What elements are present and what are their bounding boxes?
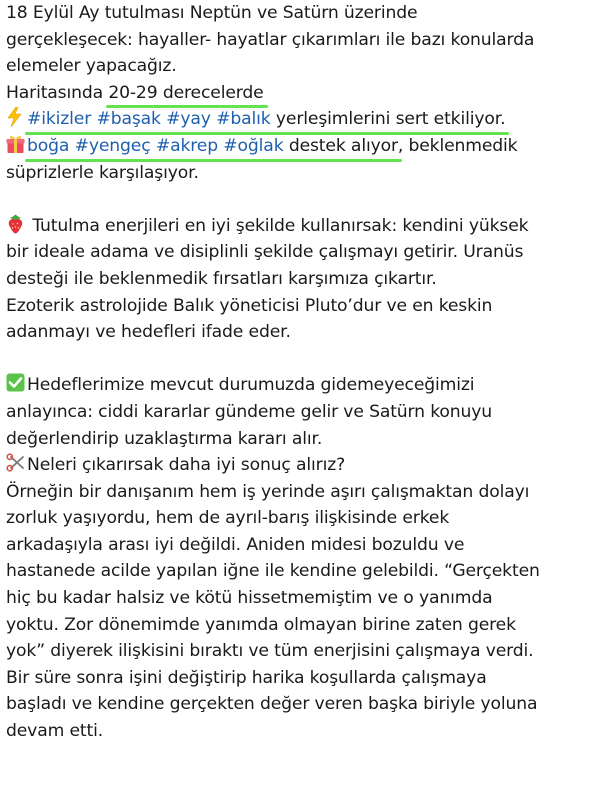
boga-hashtag[interactable]: boğa	[27, 135, 70, 156]
strawberry-line-5: adanmayı ve hedefleri ifade eder.	[6, 322, 291, 343]
degrees-line	[6, 80, 598, 107]
gift-highlighted-text: destek alıyor	[283, 135, 398, 156]
story-line-10: devam etti.	[6, 721, 104, 742]
post-text	[6, 0, 598, 745]
check-mark-icon	[6, 373, 25, 393]
lightning-text: yerleşimlerini sert etkiliyor.	[270, 109, 506, 130]
strawberry-line-3: desteği ile beklenmedik fırsatları karşımıza çıkartır.	[6, 268, 437, 289]
story-line-9: başladı ve kendine gerçekten değer veren başka biriyle yoluna	[6, 694, 538, 715]
story-line-1: Örneğin bir danışanım hem iş yerinde aşırı çalışmaktan dolayı	[6, 481, 530, 502]
story-line-5: hiç bu kadar halsiz ve kötü hissetmemiştim ve o yanımda	[6, 588, 493, 609]
check-line-2: anlayınca: ciddi kararlar gündeme gelir ve Satürn konuyu	[6, 401, 493, 422]
story-line-4: hastanede acilde yapılan iğne ile kendine gelebildi. “Gerçekten	[6, 561, 540, 582]
degrees-highlight: 20-29 derecelerde	[108, 80, 263, 107]
scissors-text: Neleri çıkarırsak daha iyi sonuç alırız?	[27, 455, 346, 476]
story-line-3: arkadaşıyla arası iyi değildi. Aniden midesi bozuldu ve	[6, 534, 465, 555]
earth-water-hashtags-link[interactable]: #yengeç #akrep #oğlak	[69, 135, 284, 156]
gift-highlight	[27, 133, 398, 160]
strawberry-line-4: Ezoterik astrolojide Balık yöneticisi Pluto’dur ve en keskin	[6, 295, 493, 316]
story-line-8: Bir süre sonra işini değiştirip harika koşullarda çalışmaya	[6, 667, 487, 688]
strawberry-icon	[6, 214, 25, 234]
degrees-prefix: Haritasında	[6, 82, 109, 103]
story-line-6: yoktu. Zor dönemimde yanımda olmayan birine zaten gerek	[6, 614, 516, 635]
check-text-1: Hedeflerimize mevcut durumuzda gidemeyeceğimizi	[27, 375, 475, 396]
check-line-1	[6, 372, 598, 399]
story-line-2: zorluk yaşıyordu, hem de ayrıl-barış ilişkisinde erkek	[6, 508, 450, 529]
story-line-7: yok” diyerek ilişkisini bıraktı ve tüm enerjisini çalışmaya verdi.	[6, 641, 534, 662]
strawberry-text-1: Tutulma enerjileri en iyi şekilde kullanırsak: kendini yüksek	[27, 215, 529, 236]
check-line-3: değerlendirip uzaklaştırma kararı alır.	[6, 428, 323, 449]
lightning-line	[6, 106, 598, 133]
strawberry-line-2: bir ideale adama ve disiplinli şekilde çalışmayı getirir. Uranüs	[6, 242, 524, 263]
spacer	[6, 346, 598, 373]
lightning-highlight	[27, 106, 505, 133]
lightning-icon	[6, 107, 25, 127]
gift-icon	[6, 134, 25, 154]
gift-line	[6, 133, 598, 160]
intro-line-1: 18 Eylül Ay tutulması Neptün ve Satürn üzerinde	[6, 3, 418, 23]
intro-line-3: elemeler yapacağız.	[6, 56, 177, 77]
intro-line-2: gerçekleşecek: hayaller- hayatlar çıkarımları ile bazı konularda	[6, 29, 535, 50]
gift-line-2: süprizlerle karşılaşıyor.	[6, 162, 199, 183]
strawberry-line-1	[6, 213, 598, 240]
gift-rest-text: , beklenmedik	[397, 135, 518, 156]
spacer	[6, 186, 598, 213]
zodiac-hashtags-link[interactable]: #ikizler #başak #yay #balık	[27, 109, 271, 130]
scissors-line	[6, 452, 598, 479]
scissors-icon	[6, 453, 25, 473]
